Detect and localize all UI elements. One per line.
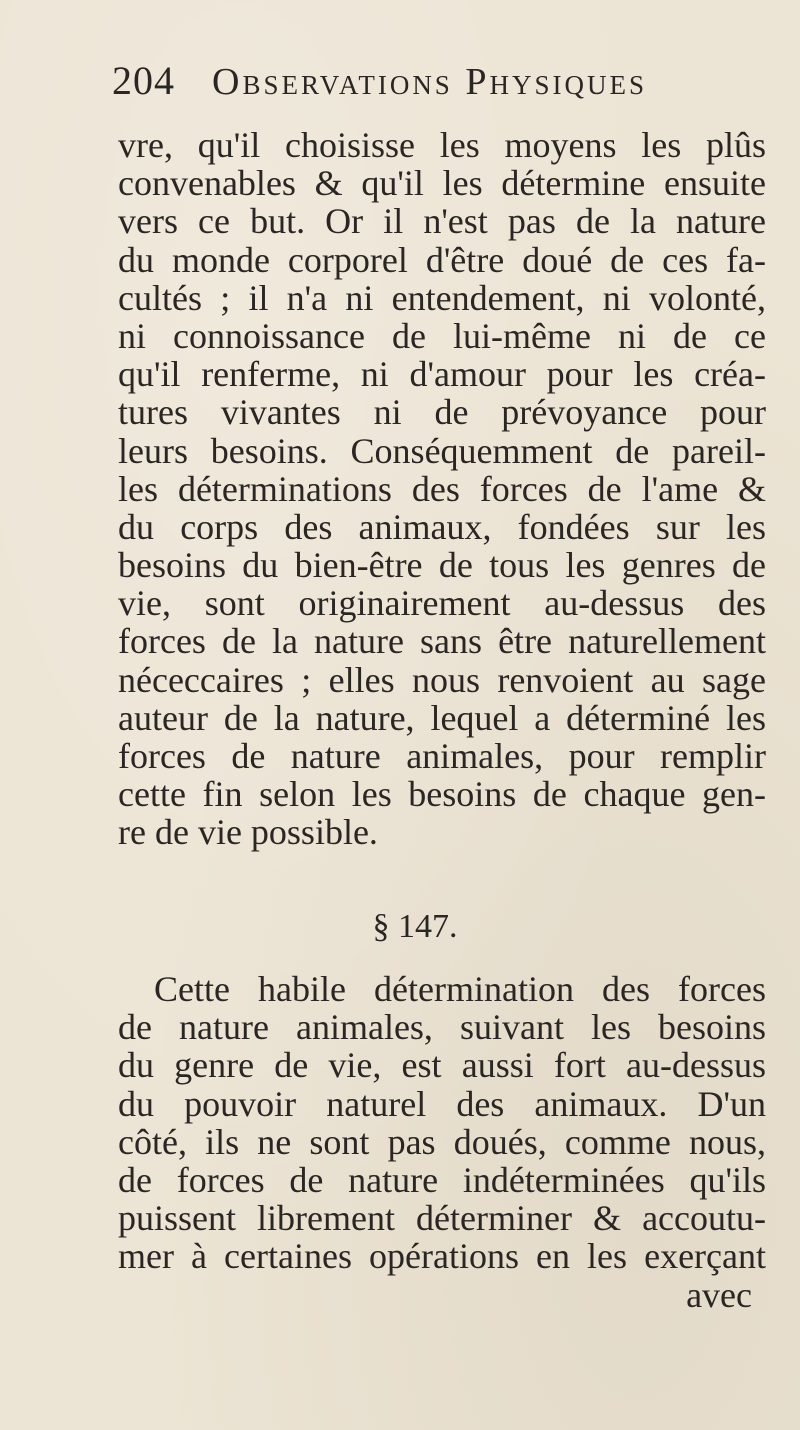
text-line: vre, qu'il choisisse les moyens les plûs — [118, 125, 766, 165]
text-line: qu'il renferme, ni d'amour pour les créa- — [118, 354, 766, 395]
text-line: cette fin selon les besoins de chaque gen- — [118, 774, 766, 815]
running-header — [112, 56, 712, 106]
text-line: de forces de nature indéterminées qu'ils — [118, 1159, 766, 1200]
text-line: ni connoissance de lui-même ni de ce — [118, 315, 766, 356]
text-line: auteur de la nature, lequel a déterminé les — [118, 697, 766, 738]
catchword: avec — [686, 1274, 752, 1315]
text-line: néceссaires ; elles nous renvoient au sage — [118, 659, 766, 700]
text-line: mer à certaines opérations en les exerçant — [118, 1236, 766, 1277]
text-line: cultés ; il n'a ni entendement, ni volonté, — [118, 277, 766, 318]
paragraph-2 — [118, 970, 766, 1314]
page-number: 204 — [112, 58, 175, 103]
paragraph-1 — [118, 126, 766, 852]
text-line: convenables & qu'il les détermine ensuite — [118, 163, 766, 204]
text-line: Cette habile détermination des forces — [154, 969, 766, 1009]
text-line: tures vivantes ni de prévoyance pour — [118, 392, 766, 433]
text-line: du monde corporel d'être doué de ces fa- — [118, 239, 766, 280]
text-line: vie, sont originairement au-dessus des — [118, 583, 766, 624]
text-line: besoins du bien-être de tous les genres de — [118, 545, 766, 586]
text-line: leurs besoins. Conséquemment de pareil- — [118, 430, 766, 471]
text-line: forces de la nature sans être naturellement — [118, 621, 766, 662]
text-line: du corps des animaux, fondées sur les — [118, 506, 766, 547]
text-line: du pouvoir naturel des animaux. D'un — [118, 1083, 766, 1124]
text-line: vers ce but. Or il n'est pas de la nature — [118, 201, 766, 242]
text-line: de nature animales, suivant les besoins — [118, 1007, 766, 1048]
text-line: côté, ils ne sont pas doués, comme nous, — [118, 1121, 766, 1162]
text-line: du genre de vie, est aussi fort au-dessus — [118, 1045, 766, 1086]
text-line: les déterminations des forces de l'ame & — [118, 468, 766, 509]
section-number: § 147. — [372, 908, 458, 945]
running-title: Observations Physiques — [212, 61, 647, 103]
text-line: forces de nature animales, pour remplir — [118, 736, 766, 776]
text-line: re de vie possible. — [118, 812, 378, 853]
text-line: puissent librement déterminer & accoutu- — [118, 1198, 766, 1239]
